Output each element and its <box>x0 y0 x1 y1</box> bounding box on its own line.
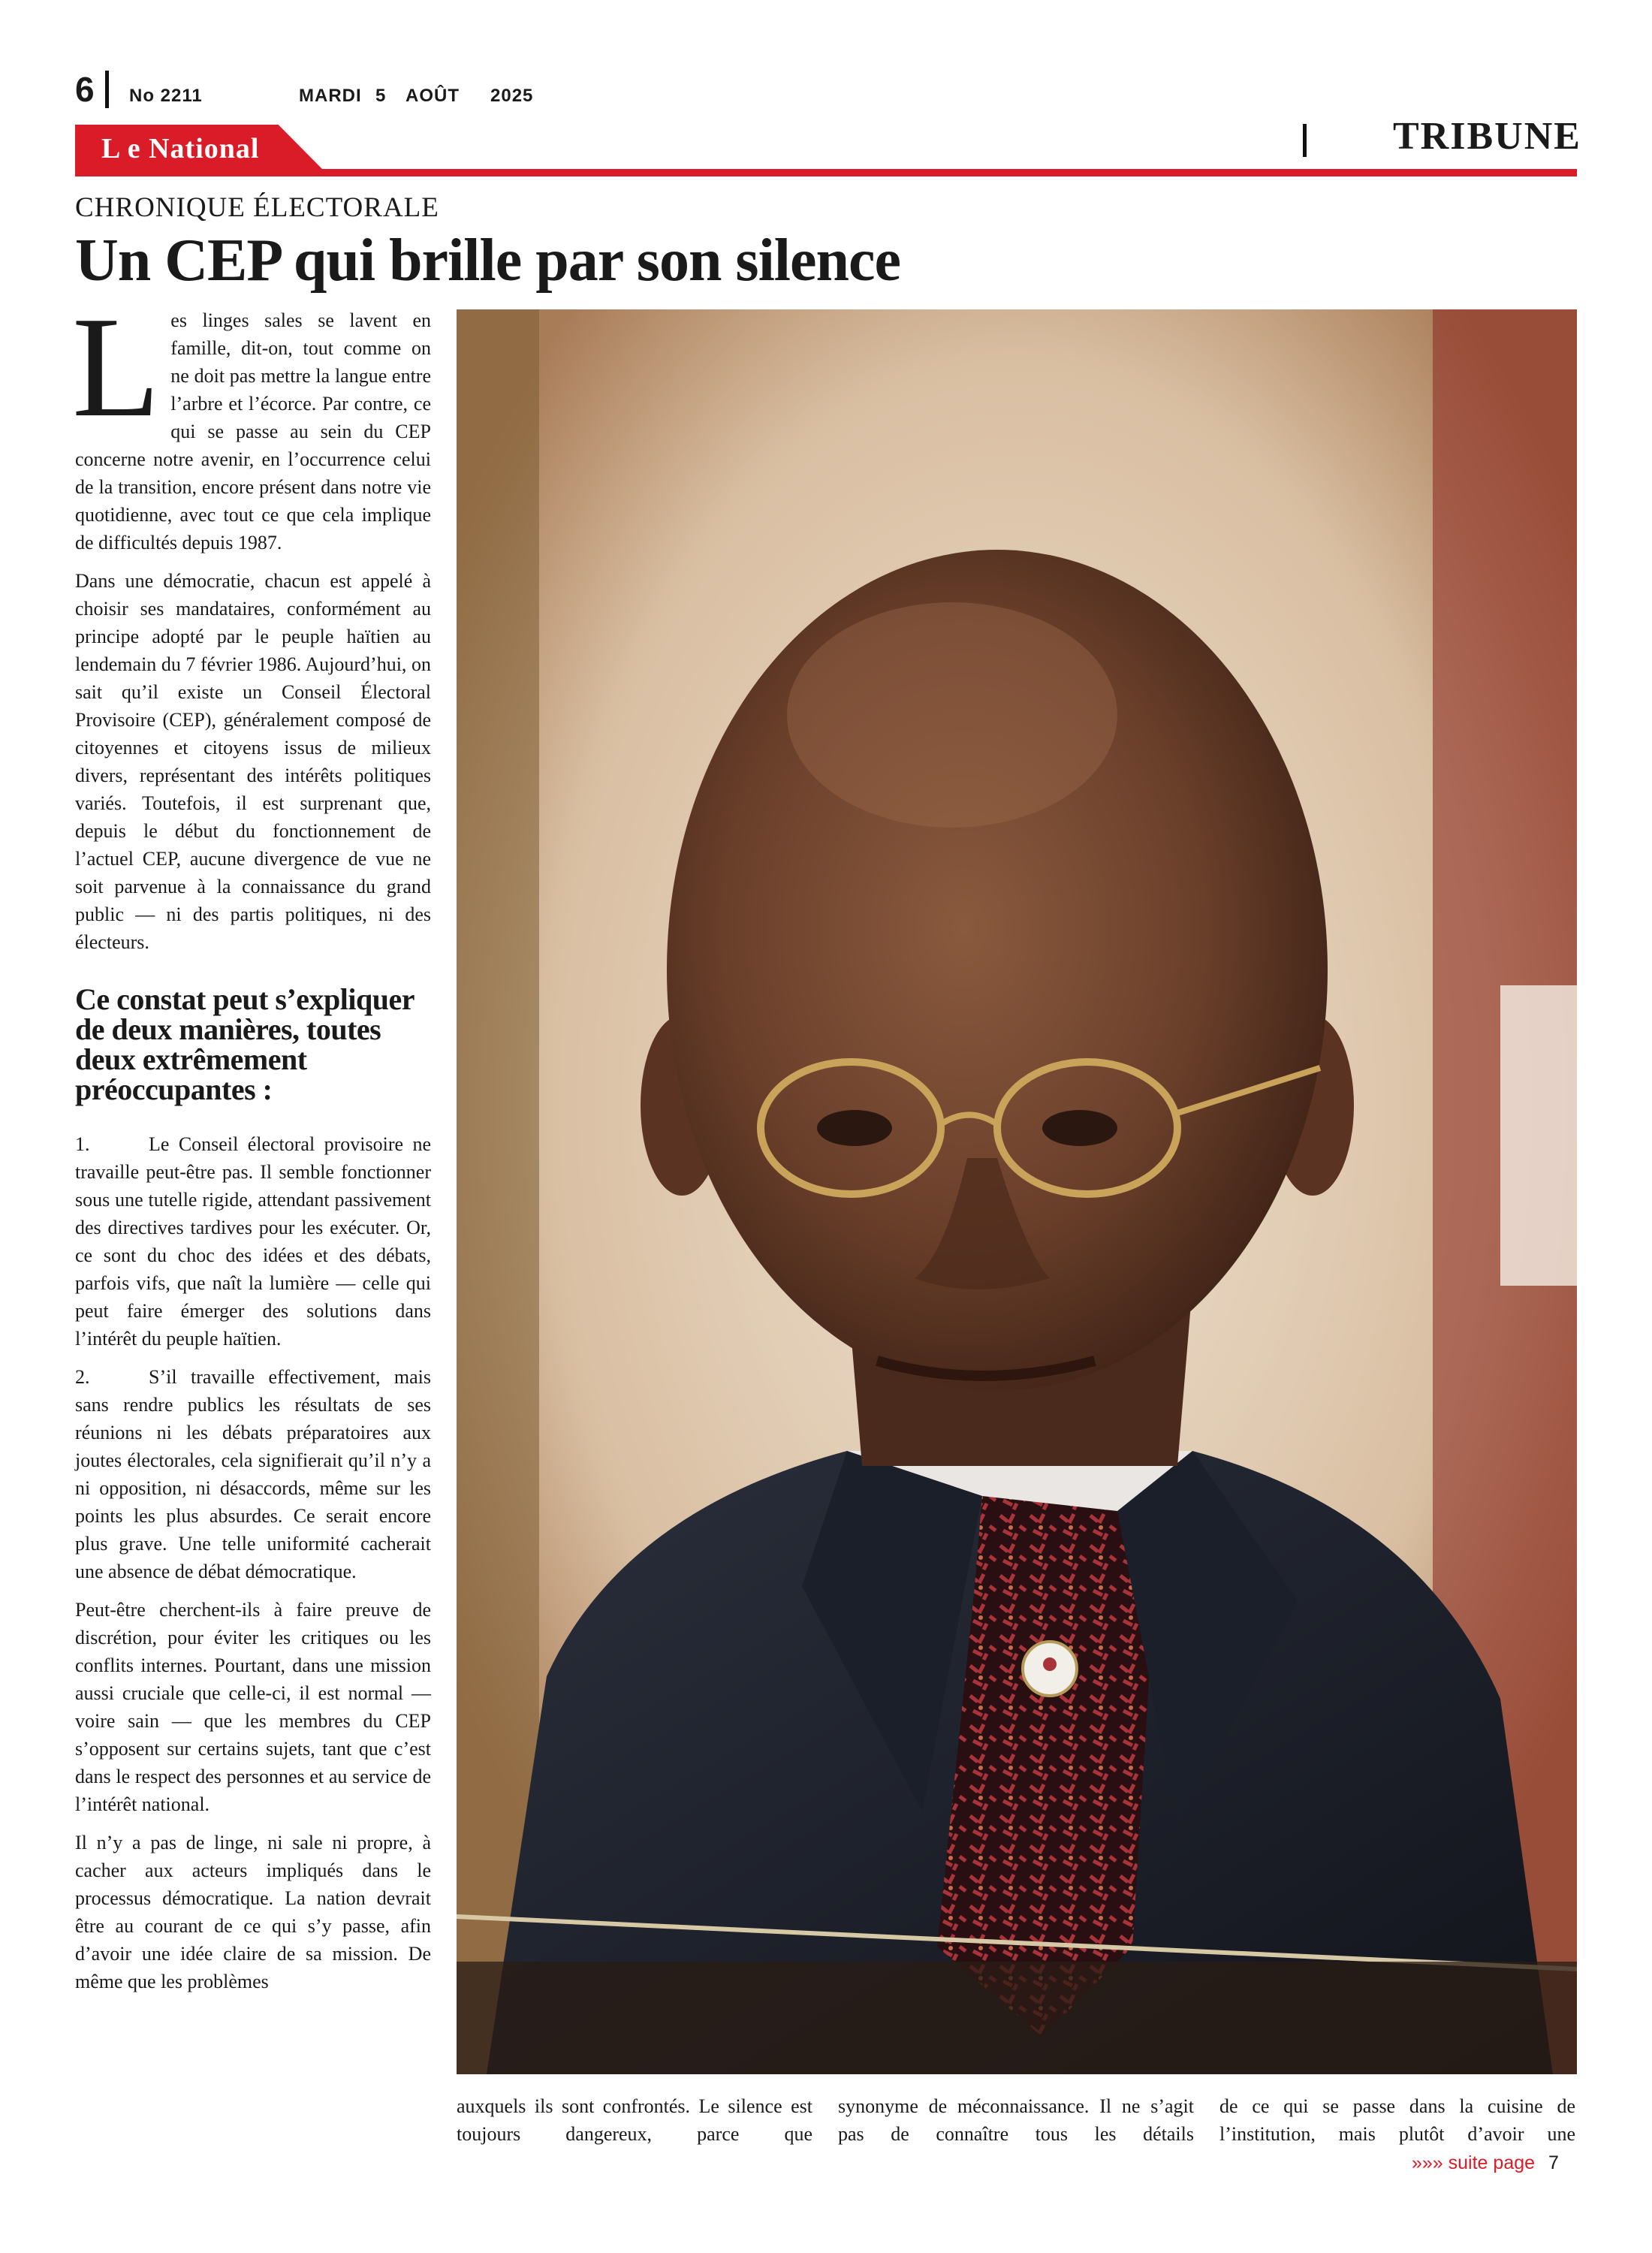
date-day: MARDI <box>299 86 362 106</box>
section-divider <box>1303 124 1307 157</box>
paragraph-1 <box>72 287 431 556</box>
article-body-column <box>72 287 431 2006</box>
paragraph-1-text: es linges sales se lavent en famille, dit-on, tout comme on ne doit pas mettre la langue entre l’arbre et l’écorce. Par contre, ce qui se passe au sein du CEP concerne notre avenir, en l’occurrence celui de la transition, encore présent dans notre vie quotidienne, avec tout ce que cela implique de difficultés depuis 1987. <box>75 309 431 553</box>
date-number: 5 <box>375 86 387 106</box>
continued-page-number: 7 <box>1548 2152 1559 2173</box>
paragraph-3: Peut-être cherchent-ils à faire preuve de discrétion, pour éviter les critiques ou les conflits internes. Pourtant, dans une mission aussi cruciale que celle-ci, il est normal — voire sain — que les membres du CEP s’opposent sur certains sujets, tant que c’est dans le respect des personnes et au service de l’intérêt national. <box>75 1599 431 1815</box>
list-item-number: 2. <box>75 1366 90 1388</box>
article-kicker: CHRONIQUE ÉLECTORALE <box>75 192 439 223</box>
continued-on-link[interactable] <box>1412 2152 1559 2174</box>
list-item-number: 1. <box>75 1133 90 1155</box>
continuation-column-2: synonyme de méconnaissance. Il ne s’agit pas de connaître tous les détails <box>838 2095 1194 2145</box>
portrait-illustration <box>457 309 1577 2074</box>
list-item <box>75 1363 431 1585</box>
continuation-column-1: auxquels ils sont confrontés. Le silence est toujours dangereux, parce que <box>457 2095 812 2145</box>
portrait-photo <box>457 309 1577 2074</box>
list-item-text: S’il travaille effectivement, mais sans rendre publics les résultats de ses réunions ni les débats préparatoires aux joutes électorales, cela signifierait qu’il n’y a ni opposition, ni désaccords, même sur les points les plus absurdes. Ce serait encore plus grave. Une telle uniformité cacherait une absence de débat démocratique. <box>75 1366 431 1582</box>
continued-on-label: »»» suite page <box>1412 2152 1536 2173</box>
continuation-column-3: de ce qui se passe dans la cuisine de l’institution, mais plutôt d’avoir une <box>1219 2095 1575 2145</box>
issue-number: No 2211 <box>129 86 203 106</box>
paragraph-2: Dans une démocratie, chacun est appelé à choisir ses mandataires, conformément au principe adopté par le peuple haïtien au lendemain du 7 février 1986. Aujourd’hui, on sait qu’il existe un Conseil Électoral Provisoire (CEP), généralement composé de citoyennes et citoyens issus de milieux divers, représentant des intérêts politiques variés. Toutefois, il est surprenant que, depuis le début du fonctionnement de l’actuel CEP, aucune divergence de vue ne soit parvenue à la connaissance du grand public — ni des partis politiques, ni des électeurs. <box>75 570 431 953</box>
list-item-text: Le Conseil électoral provisoire ne travaille peut-être pas. Il semble fonctionner sous une tutelle rigide, attendant passivement des directives tardives pour les exécuter. Or, ce sont du choc des idées et des débats, parfois vifs, que naît la lumière — celle qui peut faire émerger des solutions dans l’intérêt du peuple haïtien. <box>75 1133 431 1350</box>
section-label: TRIBUNE <box>1393 115 1581 158</box>
paragraph-4: Il n’y a pas de linge, ni sale ni propre, à cacher aux acteurs impliqués dans le processus démocratique. La nation devrait être au courant de ce qui s’y passe, afin d’avoir une idée claire de sa mission. De même que les problèmes <box>75 1832 431 1992</box>
article-title: Un CEP qui brille par son silence <box>75 228 901 294</box>
header-rule <box>75 169 1577 176</box>
newspaper-logo: L e National <box>101 133 260 164</box>
date-month: AOÛT <box>405 86 460 106</box>
article-subhead: Ce constat peut s’expliquer de deux manières, toutes deux extrêmement préoccupantes : <box>75 982 415 1106</box>
drop-cap: L <box>72 287 161 447</box>
page-number: 6 <box>75 70 95 109</box>
page-number-divider <box>105 71 109 108</box>
date-year: 2025 <box>490 86 534 106</box>
list-item <box>75 1130 431 1353</box>
